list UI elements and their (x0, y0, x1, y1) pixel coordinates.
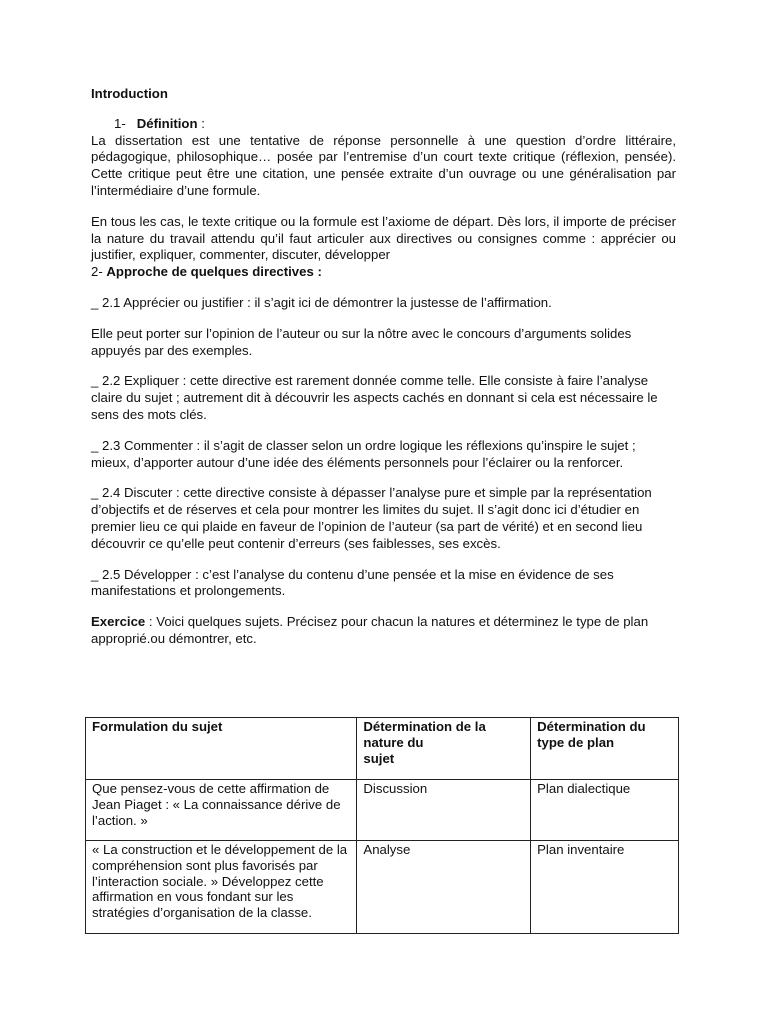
document-page (91, 86, 676, 648)
row-2-formulation: « La construction et le développement de la compréhension sont plus favorisés par l’interaction sociale. » Développez cette affirmation en vous fondant sur les stratégies d’organisation de la classe. (86, 841, 357, 934)
header-plan: Détermination du type de plan (531, 718, 679, 780)
definition-paragraph-1: La dissertation est une tentative de réponse personnelle à une question d’ordre littéraire, pédagogique, philosophique… posée par l’entremise d’un court texte critique (réflexion, pensée). Cette critique peut être une citation, une pensée extraite d’un ouvrage ou une généralisation par l’intermédiaire d’une formule. (91, 132, 676, 198)
definition-colon: : (197, 115, 205, 131)
table-row (86, 780, 679, 841)
directive-commenter: _ 2.3 Commenter : il s’agit de classer selon un ordre logique les réflexions qu’inspire le sujet ; mieux, d’apporter autour d’une idée des éléments personnels pour l’éclairer ou la renforcer. (91, 437, 636, 470)
introduction-heading: Introduction (91, 86, 168, 101)
approach-title: Approche de quelques directives : (106, 264, 322, 280)
approach-number: 2- (91, 264, 103, 280)
directive-apprecier: _ 2.1 Apprécier ou justifier : il s’agit ici de démontrer la justesse de l’affirmation. (91, 294, 552, 310)
approach-heading (91, 264, 676, 281)
table-row (86, 841, 679, 934)
row-1-plan: Plan dialectique (531, 780, 679, 841)
definition-title (114, 116, 676, 133)
subjects-table (85, 717, 679, 934)
definition-label: Définition (136, 115, 198, 131)
row-1-nature: Discussion (357, 780, 531, 841)
directive-expliquer: _ 2.2 Expliquer : cette directive est rarement donnée comme telle. Elle consiste à faire l’analyse claire du sujet ; autrement dit à découvrir les aspects cachés en donnant si cela est nécessaire le sens des mots clés. (91, 373, 658, 422)
directive-developper: _ 2.5 Développer : c’est l’analyse du contenu d’une pensée et la mise en évidence de ses manifestations et prolongements. (91, 566, 614, 599)
header-nature: Détermination de la nature du sujet (357, 718, 531, 780)
header-formulation: Formulation du sujet (86, 718, 357, 780)
definition-paragraph-2: En tous les cas, le texte critique ou la formule est l’axiome de départ. Dès lors, il importe de préciser la nature du travail attendu qu’il faut articuler aux directives ou consignes comme : apprécier ou justifier, expliquer, commenter, discuter, développer (91, 213, 676, 263)
exercise-instructions (91, 614, 676, 648)
directive-apprecier-detail: Elle peut porter sur l’opinion de l’auteur ou sur la nôtre avec le concours d’arguments solides appuyés par des exemples. (91, 325, 632, 358)
row-2-plan: Plan inventaire (531, 841, 679, 934)
exercise-label: Exercice (91, 614, 146, 630)
table-header-row (86, 718, 679, 780)
directive-discuter: _ 2.4 Discuter : cette directive consiste à dépasser l’analyse pure et simple par la représentation d’objectifs et de réserves et cela pour montrer les limites du sujet. Il s’agit donc ici d’étudier en premier lieu ce qui plaide en faveur de l’opinion de l’auteur (sa part de vérité) et en second lieu découvrir ce qu’elle peut contenir d’erreurs (ses faiblesses, ses excès. (91, 485, 652, 551)
row-2-nature: Analyse (357, 841, 531, 934)
definition-number: 1- (114, 115, 126, 131)
row-1-formulation: Que pensez-vous de cette affirmation de Jean Piaget : « La connaissance dérive de l’action. » (86, 780, 357, 841)
exercise-text: : Voici quelques sujets. Précisez pour chacun la natures et déterminez le type de plan approprié.ou démontrer, etc. (91, 614, 649, 646)
